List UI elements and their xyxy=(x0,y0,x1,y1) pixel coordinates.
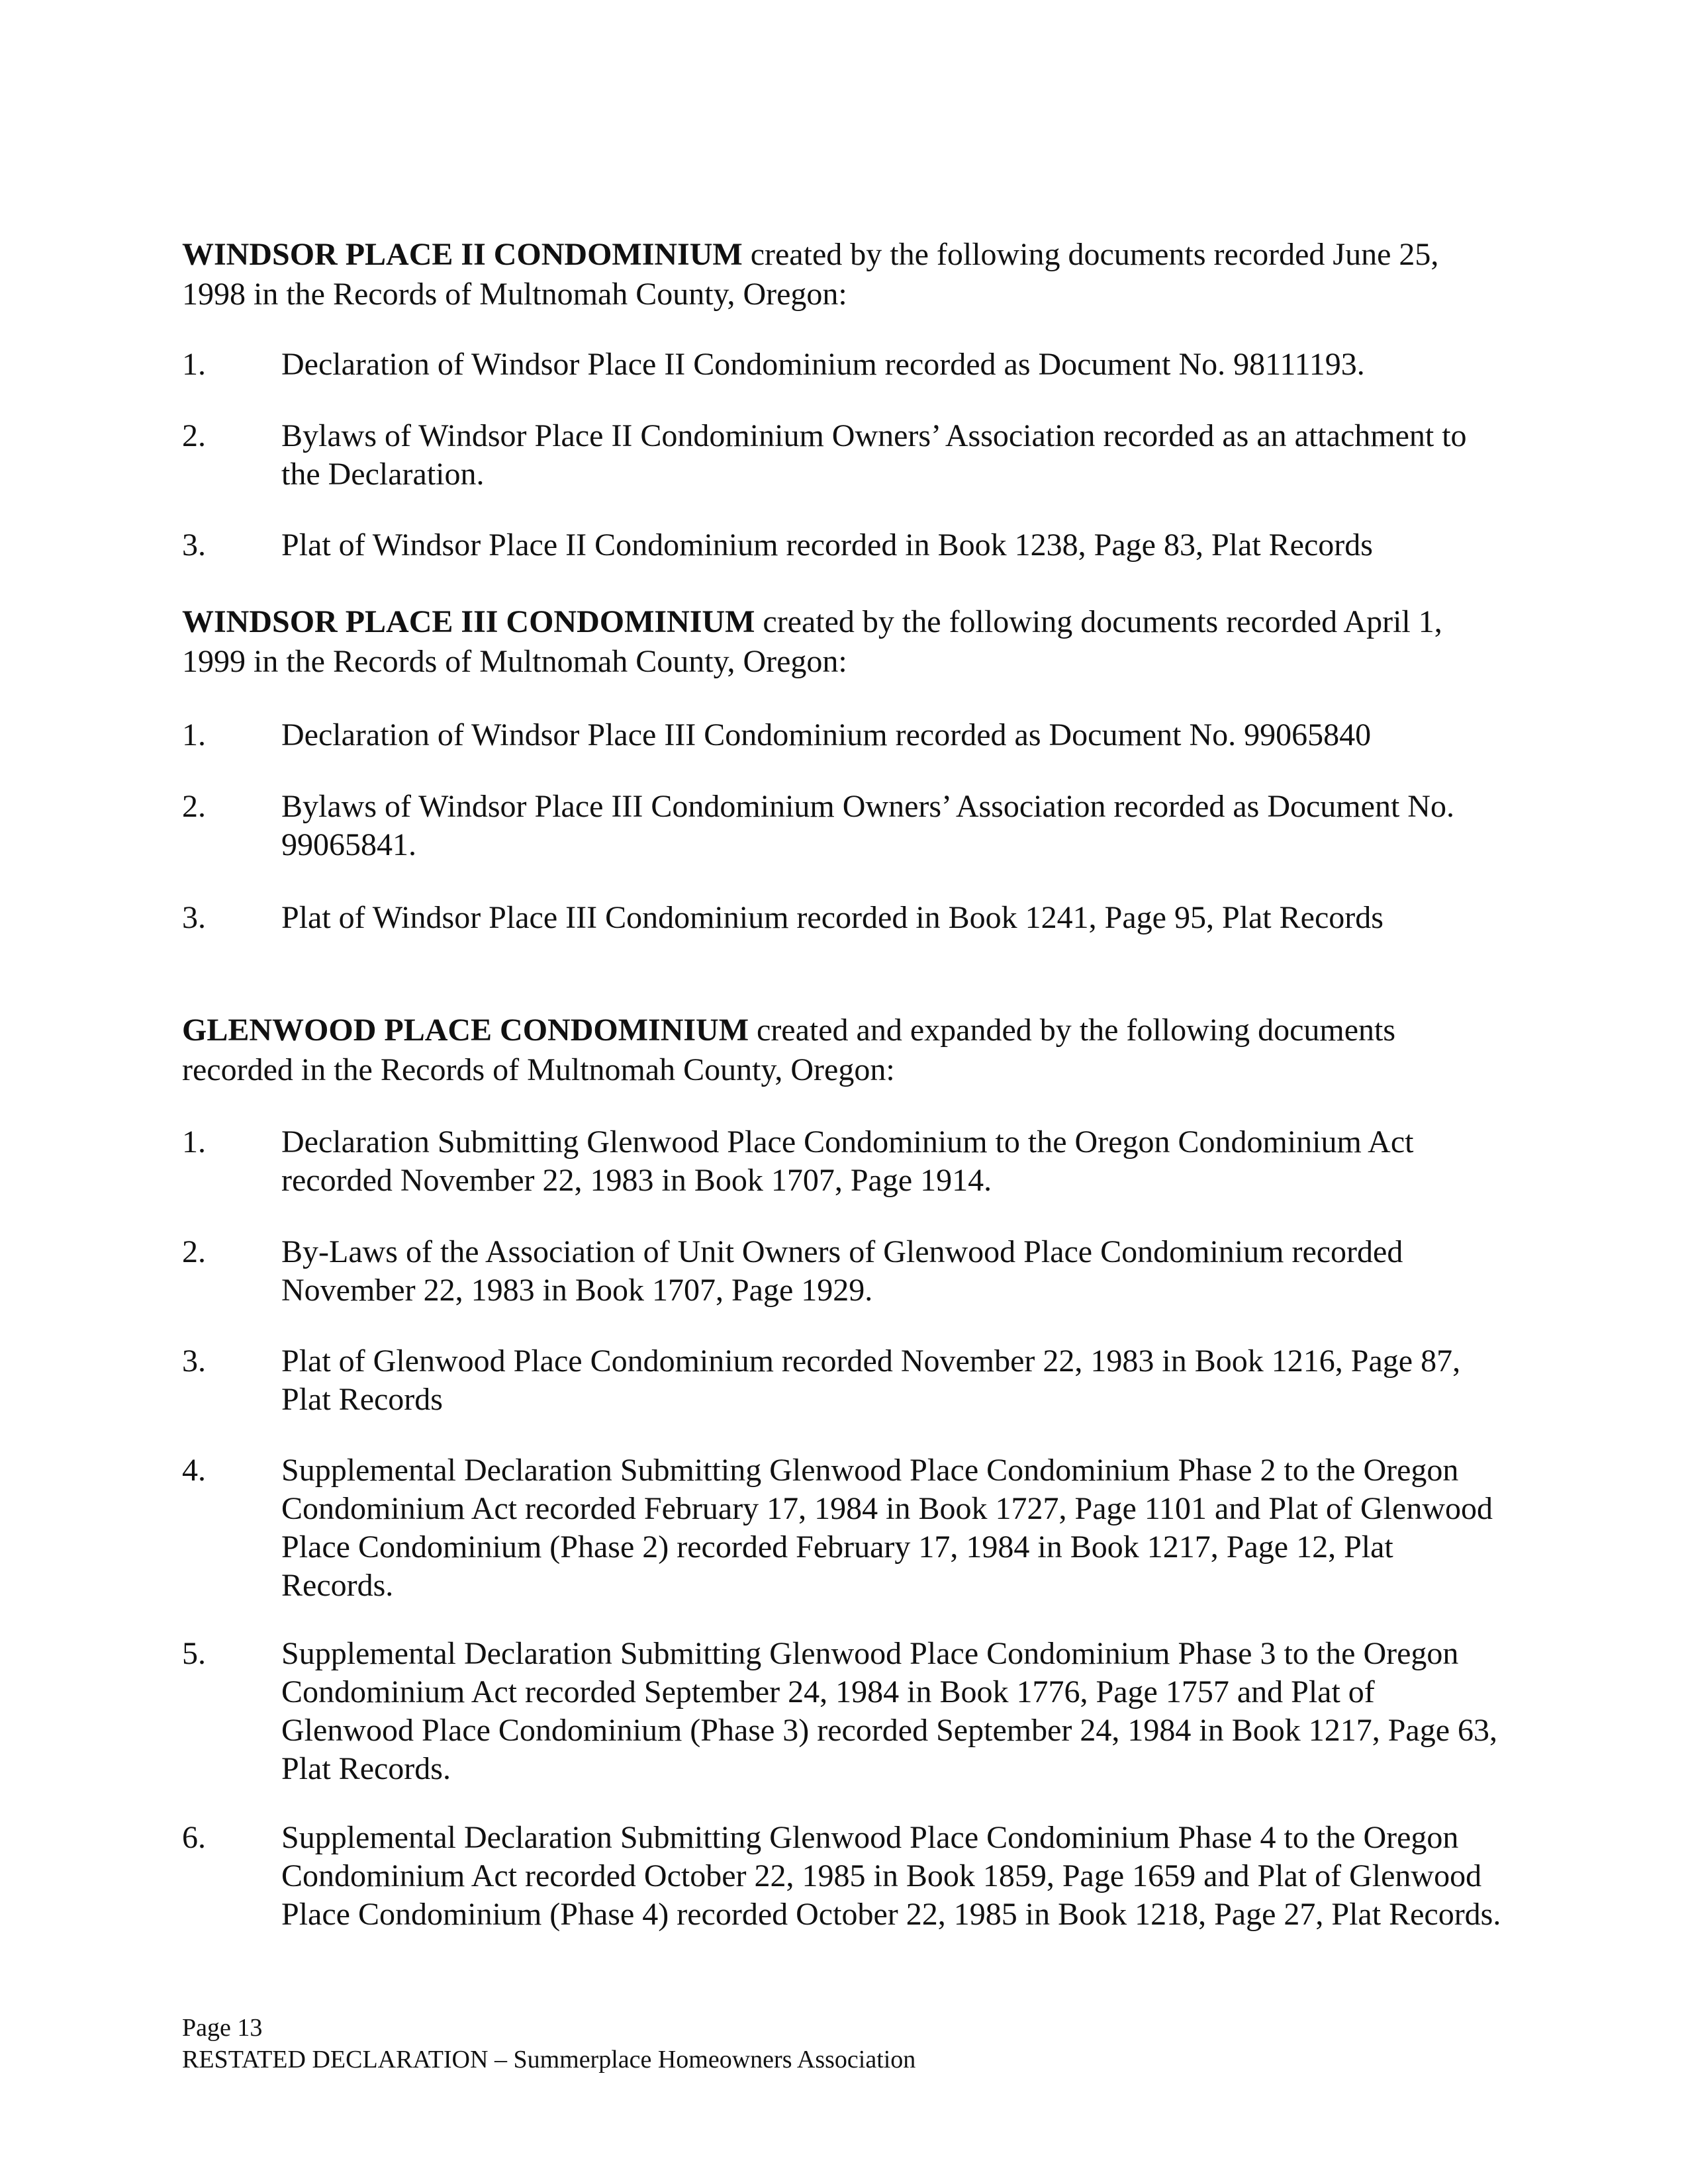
section-title: GLENWOOD PLACE CONDOMINIUM xyxy=(182,1013,749,1048)
item-text: Declaration of Windsor Place III Condominium recorded as Document No. 99065840 xyxy=(281,717,1372,752)
item-number: 6. xyxy=(182,1820,206,1855)
item-text: Supplemental Declaration Submitting Glenwood Place Condominium Phase 2 to the Oregon Condominium Act recorded February 17, 1984 in Book 1727, Page 1101 and Plat of Glenwood Place Condominium (Phase 2) recorded February 17, 1984 in Book 1217, Page 12, Plat Records. xyxy=(281,1453,1493,1603)
item-number: 2. xyxy=(182,418,206,453)
item-text: Declaration Submitting Glenwood Place Condominium to the Oregon Condominium Act recorded November 22, 1983 in Book 1707, Page 1914. xyxy=(281,1124,1414,1198)
item-text: Bylaws of Windsor Place II Condominium Owners’ Association recorded as an attachment to the Declaration. xyxy=(281,418,1467,492)
section-intro: created and expanded by the following documents recorded in the Records of Multnomah County, Oregon: xyxy=(182,1013,1396,1087)
item-text: By-Laws of the Association of Unit Owners of Glenwood Place Condominium recorded November 22, 1983 in Book 1707, Page 1929. xyxy=(281,1234,1403,1308)
item-text: Declaration of Windsor Place II Condominium recorded as Document No. 98111193. xyxy=(281,347,1365,382)
section-heading-windsor-ii xyxy=(182,235,1506,314)
item-number: 1. xyxy=(182,1124,206,1160)
item-number: 1. xyxy=(182,347,206,382)
footer-document-title: RESTATED DECLARATION – Summerplace Homeowners Association xyxy=(182,2046,916,2073)
item-number: 5. xyxy=(182,1636,206,1671)
section-intro: created by the following documents recorded June 25, 1998 in the Records of Multnomah County, Oregon: xyxy=(182,237,1439,312)
item-text: Supplemental Declaration Submitting Glenwood Place Condominium Phase 4 to the Oregon Condominium Act recorded October 22, 1985 in Book 1859, Page 1659 and Plat of Glenwood Place Condominium (Phase 4) recorded October 22, 1985 in Book 1218, Page 27, Plat Records. xyxy=(281,1820,1501,1932)
section-title: WINDSOR PLACE III CONDOMINIUM xyxy=(182,604,755,639)
section-intro: created by the following documents recorded April 1, 1999 in the Records of Multnomah County, Oregon: xyxy=(182,604,1442,679)
item-number: 3. xyxy=(182,900,206,935)
page-number: Page 13 xyxy=(182,2014,263,2042)
item-number: 2. xyxy=(182,1234,206,1269)
item-number: 3. xyxy=(182,1343,206,1379)
section-heading-windsor-iii xyxy=(182,602,1506,682)
item-number: 2. xyxy=(182,789,206,824)
item-text: Bylaws of Windsor Place III Condominium Owners’ Association recorded as Document No. 99065841. xyxy=(281,789,1454,862)
item-number: 3. xyxy=(182,527,206,563)
item-text: Supplemental Declaration Submitting Glenwood Place Condominium Phase 3 to the Oregon Condominium Act recorded September 24, 1984 in Book 1776, Page 1757 and Plat of Glenwood Place Condominium (Phase 3) recorded September 24, 1984 in Book 1217, Page 63, Plat Records. xyxy=(281,1636,1498,1786)
section-title: WINDSOR PLACE II CONDOMINIUM xyxy=(182,237,743,272)
item-number: 1. xyxy=(182,717,206,752)
item-number: 4. xyxy=(182,1453,206,1488)
section-heading-glenwood xyxy=(182,1011,1506,1090)
item-text: Plat of Glenwood Place Condominium recorded November 22, 1983 in Book 1216, Page 87, Plat Records xyxy=(281,1343,1461,1417)
item-text: Plat of Windsor Place II Condominium recorded in Book 1238, Page 83, Plat Records xyxy=(281,527,1373,563)
item-text: Plat of Windsor Place III Condominium recorded in Book 1241, Page 95, Plat Records xyxy=(281,900,1383,935)
